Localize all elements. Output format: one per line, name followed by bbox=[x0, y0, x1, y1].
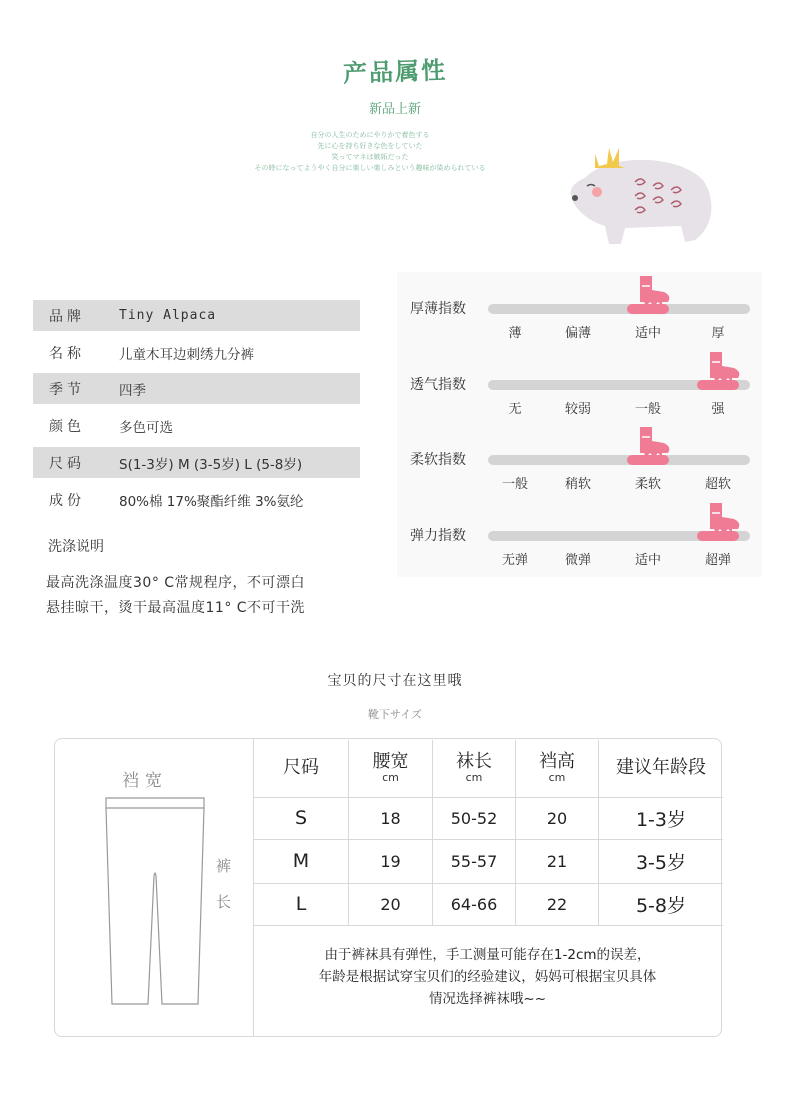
index-option-label: 适中 bbox=[634, 553, 661, 568]
length-label-1: 裤 bbox=[216, 857, 232, 875]
length-cell: 55-57 bbox=[433, 839, 516, 883]
wash-title: 洗涤说明 bbox=[48, 539, 104, 555]
index-option-label: 适中 bbox=[634, 326, 661, 341]
attr-label: 成份 bbox=[49, 492, 85, 509]
page-subtitle: 新品上新 bbox=[368, 102, 421, 117]
size-note bbox=[254, 944, 721, 1010]
attr-value: 80%棉 17%聚酯纤维 3%氨纶 bbox=[119, 493, 304, 510]
table-row bbox=[254, 839, 723, 883]
size-cell: S bbox=[254, 797, 349, 839]
sock-icon bbox=[634, 274, 674, 308]
attr-value: 四季 bbox=[119, 382, 146, 399]
crotch-header-cell: 裆高 cm bbox=[516, 740, 599, 797]
index-option-label: 微弹 bbox=[564, 553, 591, 568]
sock-icon bbox=[704, 501, 744, 535]
table-row bbox=[254, 797, 723, 839]
poem-line: 自分の人生のためにやりかで着色する bbox=[310, 131, 430, 139]
index-option-label: 超软 bbox=[704, 477, 731, 492]
table-row bbox=[254, 883, 723, 925]
index-option-label: 超弹 bbox=[704, 553, 731, 568]
length-header-cell: 袜长 cm bbox=[433, 740, 516, 797]
index-option-label: 稍软 bbox=[564, 477, 591, 492]
crotch-cell: 21 bbox=[516, 839, 599, 883]
note-line: 由于裤袜具有弹性，手工测量可能存在1-2cm的误差， bbox=[324, 947, 651, 963]
age-cell: 1-3岁 bbox=[599, 797, 724, 839]
age-cell: 5-8岁 bbox=[599, 883, 724, 925]
attr-value: Tiny Alpaca bbox=[119, 308, 217, 323]
size-cell: L bbox=[254, 883, 349, 925]
attr-row-color bbox=[33, 410, 360, 441]
attr-row-season bbox=[33, 373, 360, 404]
index-option-label: 较弱 bbox=[564, 402, 591, 417]
sock-icon bbox=[704, 350, 744, 384]
index-title: 透气指数 bbox=[410, 377, 466, 393]
size-cell: M bbox=[254, 839, 349, 883]
length-cell: 50-52 bbox=[433, 797, 516, 839]
crotch-width-label: 裆宽 bbox=[122, 771, 168, 791]
index-title: 厚薄指数 bbox=[410, 301, 466, 317]
attr-row-size bbox=[33, 447, 360, 478]
waist-cell: 18 bbox=[349, 797, 433, 839]
attr-label: 尺码 bbox=[49, 455, 85, 472]
crotch-cell: 22 bbox=[516, 883, 599, 925]
attr-row-material bbox=[33, 484, 360, 515]
index-title: 弹力指数 bbox=[410, 528, 466, 544]
length-label-2: 长 bbox=[216, 893, 232, 911]
size-table-header-row bbox=[254, 740, 723, 797]
note-line: 情况选择裤袜哦~~ bbox=[428, 991, 547, 1007]
waist-cell: 19 bbox=[349, 839, 433, 883]
index-option-label: 无 bbox=[508, 402, 522, 417]
attr-value: 多色可选 bbox=[119, 419, 173, 436]
index-option-label: 一般 bbox=[501, 477, 528, 492]
index-title: 柔软指数 bbox=[410, 452, 466, 468]
poem-line: その時になってようやく自分に楽しい楽しみという趣味が染められている bbox=[254, 164, 486, 172]
attr-label: 名称 bbox=[49, 345, 85, 362]
attr-row-name bbox=[33, 337, 360, 368]
age-cell: 3-5岁 bbox=[599, 839, 724, 883]
attr-label: 品牌 bbox=[49, 308, 85, 325]
attr-value: 儿童木耳边刺绣九分裤 bbox=[119, 346, 254, 363]
poem-line: 先に心を持ち好きな色をしていた bbox=[317, 142, 423, 150]
wash-line: 悬挂晾干，烫干最高温度11° C不可干洗 bbox=[46, 600, 306, 616]
index-option-label: 偏薄 bbox=[564, 326, 591, 341]
attr-label: 季节 bbox=[49, 381, 85, 398]
waist-header-cell: 腰宽 cm bbox=[349, 740, 433, 797]
index-option-label: 厚 bbox=[711, 326, 725, 341]
index-track bbox=[488, 304, 750, 314]
index-option-label: 薄 bbox=[508, 326, 522, 341]
poem-line: 笑ってマネは嫉妬だった bbox=[331, 153, 409, 161]
decorative-poem bbox=[180, 130, 560, 174]
crowned-bear-icon bbox=[565, 140, 715, 250]
index-option-label: 柔软 bbox=[634, 477, 661, 492]
index-track bbox=[488, 455, 750, 465]
age-header-cell: 建议年龄段 bbox=[599, 740, 724, 797]
attr-row-brand bbox=[33, 300, 360, 331]
size-section-subtitle: 靴下サイズ bbox=[367, 708, 423, 721]
sock-icon bbox=[634, 425, 674, 459]
size-header-cell: 尺码 bbox=[254, 740, 349, 797]
length-cell: 64-66 bbox=[433, 883, 516, 925]
waist-cell: 20 bbox=[349, 883, 433, 925]
size-table bbox=[254, 740, 723, 926]
crotch-cell: 20 bbox=[516, 797, 599, 839]
index-option-label: 无弹 bbox=[501, 553, 528, 568]
wash-line: 最高洗涤温度30° C常规程序，不可漂白 bbox=[46, 575, 306, 591]
attr-label: 颜色 bbox=[49, 418, 85, 435]
index-option-label: 强 bbox=[711, 402, 725, 417]
page-title: 产品属性 bbox=[342, 56, 448, 88]
note-line: 年龄是根据试穿宝贝们的经验建议，妈妈可根据宝贝具体 bbox=[318, 969, 657, 985]
leggings-outline-icon bbox=[102, 796, 208, 1008]
attr-value: S(1-3岁) M (3-5岁) L (5-8岁) bbox=[119, 456, 303, 473]
size-section-title: 宝贝的尺寸在这里哦 bbox=[327, 673, 463, 689]
index-option-label: 一般 bbox=[634, 402, 661, 417]
